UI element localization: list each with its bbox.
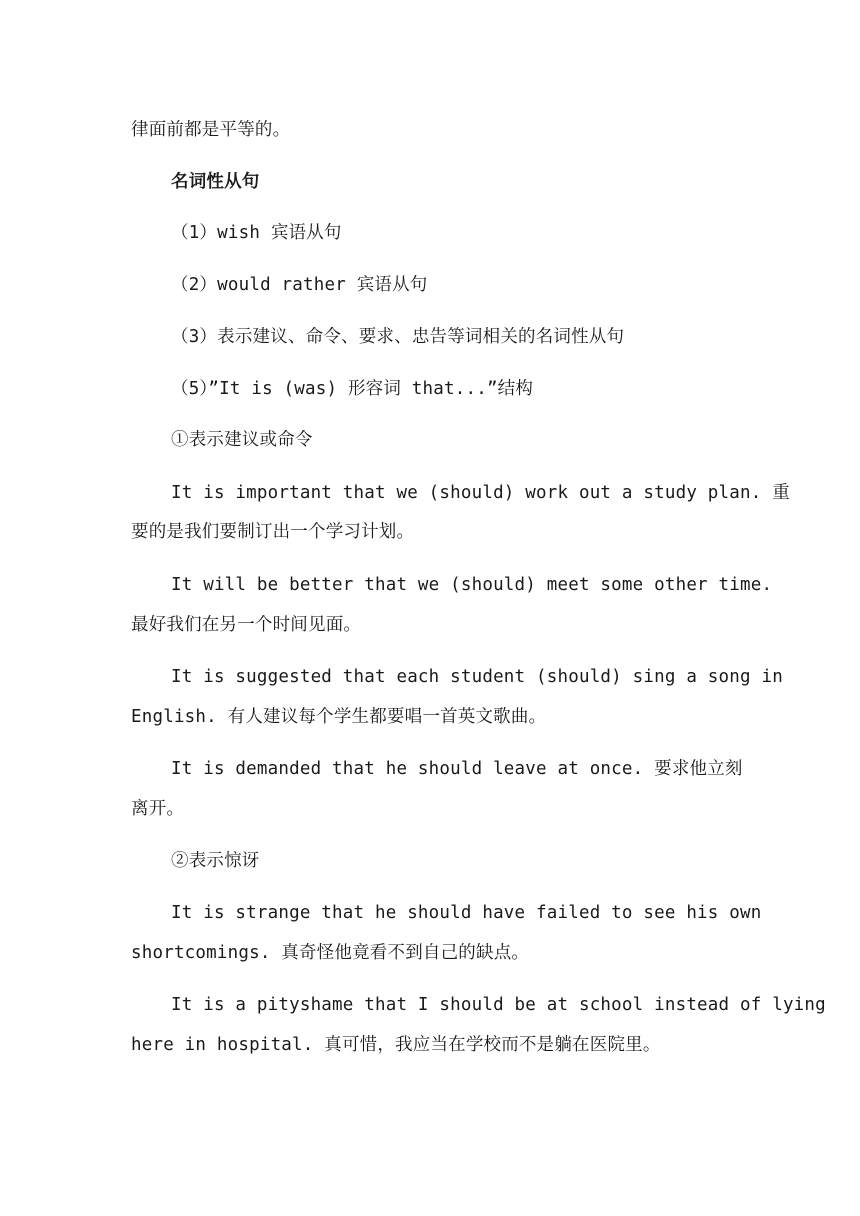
example-3-line-1: It is suggested that each student (should) sing a song in [171, 667, 783, 687]
continuation-text: 律面前都是平等的。 [131, 120, 291, 140]
example-1-line-2: 要的是我们要制订出一个学习计划。 [131, 522, 415, 542]
list-item: （5）”It is (was) 形容词 that...”结构 [171, 379, 534, 399]
example-5-line-2: shortcomings. 真奇怪他竟看不到自己的缺点。 [131, 943, 530, 963]
list-item: （2）would rather 宾语从句 [171, 275, 428, 295]
example-3-line-2: English. 有人建议每个学生都要唱一首英文歌曲。 [131, 707, 547, 727]
example-6-line-2: here in hospital. 真可惜，我应当在学校而不是躺在医院里。 [131, 1035, 661, 1055]
list-item: （1）wish 宾语从句 [171, 223, 342, 243]
subheading-suggestion: ①表示建议或命令 [171, 430, 313, 450]
example-4-line-1: It is demanded that he should leave at once. 要求他立刻 [171, 759, 743, 779]
example-6-line-1: It is a pityshame that I should be at school instead of lying [171, 995, 826, 1015]
list-item: （3）表示建议、命令、要求、忠告等词相关的名词性从句 [171, 327, 625, 347]
example-5-line-1: It is strange that he should have failed to see his own [171, 903, 762, 923]
subheading-surprise: ②表示惊讶 [171, 851, 260, 871]
section-heading: 名词性从句 [171, 172, 260, 192]
example-4-line-2: 离开。 [131, 799, 185, 819]
example-2-line-2: 最好我们在另一个时间见面。 [131, 615, 362, 635]
example-1-line-1: It is important that we (should) work out a study plan. 重 [171, 483, 790, 503]
example-2-line-1: It will be better that we (should) meet some other time. [171, 575, 773, 595]
